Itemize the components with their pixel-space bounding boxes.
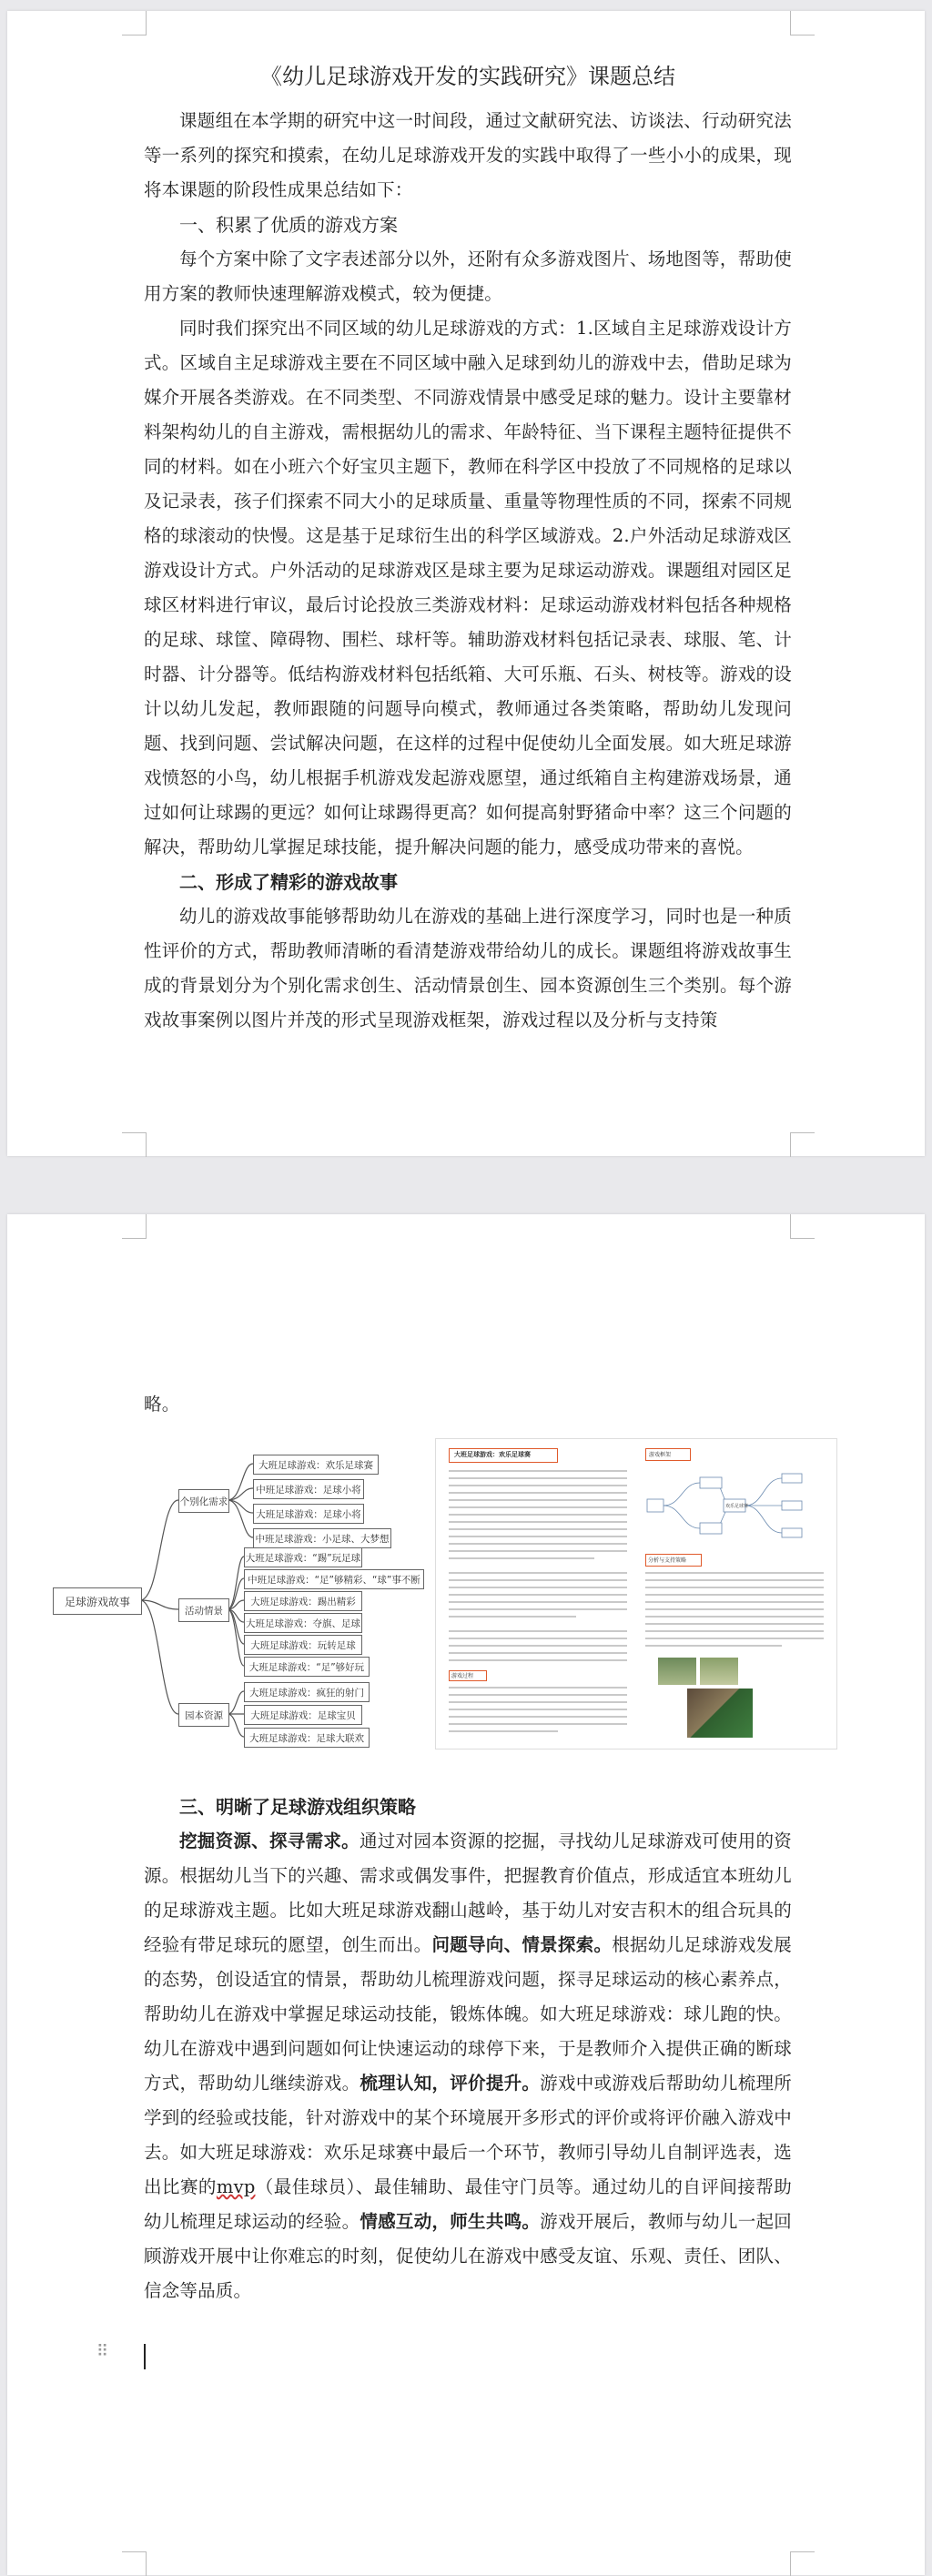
document-title: 《幼儿足球游戏开发的实践研究》课题总结	[260, 64, 675, 89]
mindmap-branch-activity-scenario: 活动情景	[178, 1598, 229, 1622]
text-cursor	[144, 2344, 146, 2369]
section-1-heading: 一、积累了优质的游戏方案	[179, 214, 398, 236]
mindmap-leaf: 大班足球游戏：“足”够好玩	[244, 1657, 370, 1677]
mindmap-root: 足球游戏故事	[53, 1587, 142, 1615]
mindmap-leaf: 大班足球游戏：“踢”玩足球	[244, 1547, 362, 1567]
mindmap-branch-individual-needs: 个别化需求	[178, 1489, 229, 1513]
mindmap-leaf: 大班足球游戏：夺旗、足球	[244, 1613, 362, 1633]
mindmap-leaf: 中班足球游戏：“足”够精彩、“球”事不断	[244, 1569, 424, 1589]
section-3-heading: 三、明晰了足球游戏组织策略	[179, 1796, 416, 1818]
strategy-lead-2: 问题导向、情景探索。	[431, 1934, 613, 1955]
thumbnail-photo-3	[687, 1689, 753, 1738]
document-page-2	[7, 1214, 925, 2575]
crop-mark	[122, 1214, 147, 1239]
mindmap-leaf: 大班足球游戏：玩转足球	[244, 1635, 362, 1655]
section-2-paragraph-1: 幼儿的游戏故事能够帮助幼儿在游戏的基础上进行深度学习，同时也是一种质性评价的方式，帮助教师清晰的看清楚游戏带给幼儿的成长。课题组将游戏故事生成的背景划分为个别化需求创生、活动情景创生、园本资源创生三个类别。每个游戏故事案例以图片并茂的形式呈现游戏框架，游戏过程以及分析与支持策	[144, 906, 792, 1030]
section-3-paragraph	[144, 1824, 792, 2308]
game-story-thumbnail	[435, 1438, 837, 1749]
section-1-paragraph-1: 每个方案中除了文字表述部分以外，还附有众多游戏图片、场地图等，帮助使用方案的教师快速理解游戏模式，较为便捷。	[144, 248, 792, 304]
document-page-1	[7, 11, 925, 1156]
spellcheck-word-mvp: mvp	[216, 2176, 256, 2197]
thumbnail-mini-map-center: 欢乐足球赛	[725, 1504, 749, 1509]
mindmap-leaf: 大班足球游戏：踢出精彩	[244, 1591, 362, 1611]
thumbnail-photo-2	[700, 1658, 738, 1685]
strategy-lead-4: 情感互动，师生共鸣。	[360, 2211, 541, 2232]
section-2-heading: 二、形成了精彩的游戏故事	[179, 871, 398, 893]
crop-mark	[790, 11, 815, 35]
mindmap-leaf: 大班足球游戏：足球宝贝	[244, 1705, 362, 1725]
crop-mark	[122, 11, 147, 35]
mindmap-leaf: 中班足球游戏：足球小将	[253, 1479, 364, 1499]
page-1-body[interactable]	[144, 58, 792, 1038]
page-2-body[interactable]	[144, 1790, 792, 2308]
strategy-lead-3: 梳理认知，评价提升。	[360, 2073, 541, 2094]
strategy-text-4: 游戏开展后，教师与幼儿一起回顾游戏开展中让你难忘的时刻，促使幼儿在游戏中感受友谊、乐观、责任、团队、信念等品质。	[144, 2211, 792, 2301]
mindmap-leaf: 大班足球游戏：足球大联欢	[244, 1728, 370, 1748]
intro-paragraph: 课题组在本学期的研究中这一时间段，通过文献研究法、访谈法、行动研究法等一系列的探究和摸索，在幼儿足球游戏开发的实践中取得了一些小小的成果，现将本课题的阶段性成果总结如下：	[144, 110, 792, 200]
strategy-lead-1: 挖掘资源、探寻需求。	[179, 1831, 360, 1851]
mindmap-leaf: 大班足球游戏：足球小将	[253, 1504, 364, 1524]
thumbnail-photo-1	[658, 1658, 696, 1685]
strategy-text-2: 根据幼儿足球游戏发展的态势，创设适宜的情景，帮助幼儿梳理游戏问题，探寻足球运动的核心素养点，帮助幼儿在游戏中掌握足球运动技能，锻炼体魄。如大班足球游戏：球儿跑的快。幼儿在游戏中遇到问题如何让快速运动的球停下来，于是教师介入提供正确的断球方式，帮助幼儿继续游戏。	[144, 1934, 792, 2094]
strategy-text-1: 通过对园本资源的挖掘，寻找幼儿足球游戏可使用的资源。根据幼儿当下的兴趣、需求或偶发事件，把握教育价值点，形成适宜本班幼儿的足球游戏主题。比如大班足球游戏翻山越岭，基于幼儿对安吉积木的组合玩具的经验有带足球玩的愿望，创生而出。	[144, 1831, 792, 1955]
strategy-text-3b: （最佳球员）、最佳辅助、最佳守门员等。通过幼儿的自评间接帮助幼儿梳理足球运动的经验。	[144, 2176, 792, 2232]
thumbnail-framework-label: 游戏框架	[649, 1452, 672, 1458]
mindmap-leaf: 大班足球游戏：疯狂的射门	[244, 1682, 370, 1702]
crop-mark	[122, 2551, 147, 2576]
crop-mark	[790, 1132, 815, 1157]
mindmap-figure	[42, 1427, 433, 1755]
mindmap-leaf: 大班足球游戏：欢乐足球赛	[253, 1455, 379, 1475]
section-1-paragraph-2: 同时我们探究出不同区域的幼儿足球游戏的方式：1.区域自主足球游戏设计方式。区域自主足球游戏主要在不同区域中融入足球到幼儿的游戏中去，借助足球为媒介开展各类游戏。在不同类型、不同游戏情景中感受足球的魅力。设计主要靠材料架构幼儿的自主游戏，需根据幼儿的需求、年龄特征、当下课程主题特征提供不同的材料。如在小班六个好宝贝主题下，教师在科学区中投放了不同规格的足球以及记录表，孩子们探索不同大小的足球质量、重量等物理性质的不同，探索不同规格的球滚动的快慢。这是基于足球衍生出的科学区域游戏。2.户外活动足球游戏区游戏设计方式。户外活动的足球游戏区是球主要为足球运动游戏。课题组对园区足球区材料进行审议，最后讨论投放三类游戏材料：足球运动游戏材料包括各种规格的足球、球筐、障碍物、围栏、球杆等。辅助游戏材料包括记录表、球服、笔、计时器、计分器等。低结构游戏材料包括纸箱、大可乐瓶、石头、树枝等。游戏的设计以幼儿发起，教师跟随的问题导向模式，教师通过各类策略，帮助幼儿发现问题、找到问题、尝试解决问题，在这样的过程中促使幼儿全面发展。如大班足球游戏愤怒的小鸟，幼儿根据手机游戏发起游戏愿望，通过纸箱自主构建游戏场景，通过如何让球踢的更远？如何让球踢得更高？如何提高射野猪命中率？这三个问题的解决，帮助幼儿掌握足球技能，提升解决问题的能力，感受成功带来的喜悦。	[144, 318, 792, 857]
thumbnail-heading: 大班足球游戏：欢乐足球赛	[454, 1451, 531, 1458]
mindmap-branch-school-resources: 园本资源	[178, 1703, 229, 1727]
mindmap-leaf: 中班足球游戏：小足球、大梦想	[253, 1528, 391, 1548]
crop-mark	[790, 2551, 815, 2576]
strategy-text-3a: 游戏中或游戏后帮助幼儿梳理所学到的经验或技能，针对游戏中的某个环境展开多形式的评价或将评价融入游戏中去。如大班足球游戏：欢乐足球赛中最后一个环节，教师引导幼儿自制评选表，选出比赛的	[144, 2073, 792, 2197]
thumbnail-strategy-label: 分析与支持策略	[648, 1557, 687, 1564]
crop-mark	[122, 1132, 147, 1157]
crop-mark	[790, 1214, 815, 1239]
section-2-paragraph-continuation: 略。	[144, 1394, 180, 1415]
page-2-continuation[interactable]	[144, 1387, 792, 1422]
thumbnail-process-label: 游戏过程	[451, 1673, 474, 1679]
paragraph-drag-handle-icon[interactable]: ⠿	[96, 2342, 109, 2361]
